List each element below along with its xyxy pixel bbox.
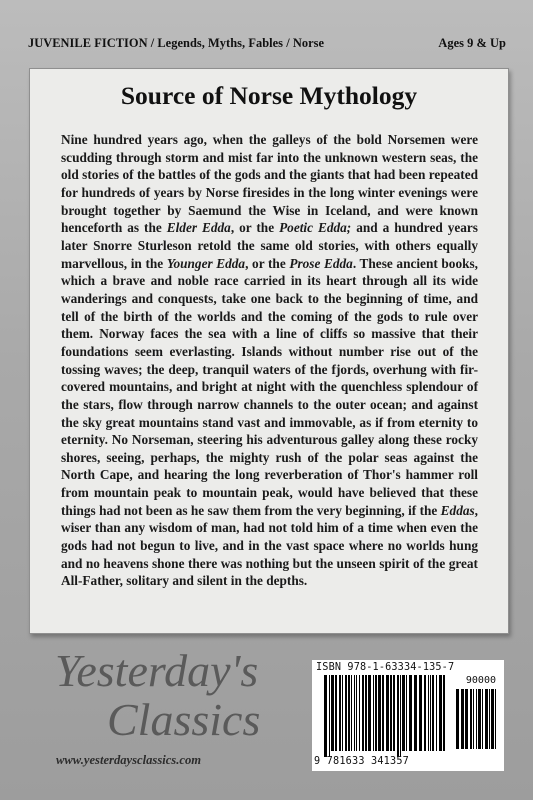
- body-italic-title: Poetic Edda;: [279, 220, 352, 236]
- barcode-bar: [414, 675, 417, 751]
- barcode-bar: [324, 675, 327, 757]
- logo-line-2: Classics: [107, 694, 261, 745]
- category-label: JUVENILE FICTION / Legends, Myths, Fables / Norse: [28, 36, 325, 50]
- barcode-bar: [409, 675, 412, 751]
- ean-barcode-bars: [324, 675, 448, 757]
- body-text-run: , or the: [245, 255, 290, 271]
- body-text-run: , wiser than any wisdom of man, had not told him of a time when even the gods had not begun to live, and in the vast space where no worlds hung and no heavens shone there was nothing but the unseen spirit of the great All-Father, solitary and silent in the depths.: [61, 502, 478, 589]
- barcode-bar: [390, 675, 392, 751]
- barcode-bar: [439, 675, 442, 751]
- barcode-bar: [406, 675, 407, 751]
- barcode-bar: [443, 675, 445, 751]
- category-line: [28, 36, 508, 51]
- barcode-bar: [342, 675, 343, 751]
- panel-title: Source of Norse Mythology: [120, 81, 418, 110]
- barcode-box: [312, 660, 504, 771]
- barcode-bar: [428, 675, 429, 751]
- barcode-bar: [373, 675, 374, 751]
- barcode-bar: [476, 689, 477, 749]
- body-italic-title: Prose Edda: [289, 255, 353, 271]
- barcode-bar: [430, 675, 431, 751]
- barcode-bar: [368, 675, 371, 751]
- body-text-run: . These ancient books, which a brave and noble race carried in its heart through all its wide wanderings and conquests, take one back to the beginning of time, and tell of the birth of the worlds and the coming of the gods to rule over them. Norway faces the sea with a line of cliffs so massive that their foundations seem everlasting. Islands without number rise out of the tossing waves; the deep, tranquil waters of the fjords, overhung with fir-covered mountains, and bright at night with the quenchless splendour of the stars, flow through narrow channels to the outer ocean; and against the sky great mountains stand vast and immovable, as if from eternity to eternity. No Norseman, steering his adventurous galley along these rocky shores, seeing, perhaps, the mighty rush of the polar seas against the North Cape, and hearing the long reverberation of Thor's hammer roll from mountain peak to mountain peak, would have believed that these things had not been as he saw them from the very beginning, if the: [61, 255, 478, 518]
- barcode-bar: [495, 689, 496, 749]
- barcode-bar: [482, 689, 483, 749]
- barcode-bar: [436, 675, 437, 751]
- barcode-bar: [335, 675, 337, 751]
- publisher-logo: [55, 645, 261, 745]
- body-italic-title: Younger Edda: [166, 255, 246, 271]
- barcode-bar: [382, 675, 384, 751]
- barcode-bar: [365, 675, 367, 751]
- barcode-digits: 9 781633 341357: [314, 756, 410, 767]
- barcode-bar: [378, 675, 381, 751]
- addon-barcode-bars: [456, 689, 498, 755]
- logo-line-1: Yesterday's: [55, 645, 259, 696]
- barcode-bar: [354, 675, 355, 751]
- barcode-bar: [393, 675, 395, 751]
- description-panel: [29, 68, 509, 634]
- barcode-bar: [348, 675, 350, 751]
- barcode-bar: [359, 675, 360, 751]
- barcode-bar: [400, 675, 401, 757]
- barcode-bar: [461, 689, 464, 749]
- barcode-bar: [485, 689, 488, 749]
- barcode-bar: [375, 675, 377, 751]
- barcode-bar: [432, 675, 434, 751]
- price-code: 90000: [465, 675, 496, 686]
- barcode-bar: [419, 675, 422, 751]
- body-italic-title: Eddas: [440, 502, 475, 518]
- barcode-bar: [489, 689, 490, 749]
- publisher-url: www.yesterdaysclassics.com: [56, 753, 202, 767]
- barcode-bar: [473, 689, 474, 749]
- barcode-bar: [478, 689, 481, 749]
- barcode-bar: [331, 675, 334, 751]
- barcode-bar: [470, 689, 472, 749]
- barcode-bar: [345, 675, 347, 751]
- barcode-bar: [386, 675, 389, 751]
- barcode-bar: [339, 675, 341, 751]
- barcode-bar: [362, 675, 364, 751]
- barcode-bar: [329, 675, 330, 757]
- barcode-bar: [351, 675, 352, 751]
- body-text-run: Nine hundred years ago, when the galleys of the bold Norsemen were scudding through storm and mist far into the unknown western seas, the old stories of the battles of the gods and the giants that had been repeated for hundreds of years by Norse firesides in the long winter evenings were brought together by Saemund the Wise in Iceland, and were known henceforth as the: [61, 132, 478, 236]
- barcode-bar: [356, 675, 357, 751]
- isbn-label: ISBN 978-1-63334-135-7: [316, 662, 455, 673]
- body-text-run: , or the: [230, 220, 280, 236]
- barcode-bar: [402, 675, 405, 751]
- panel-body-text: [61, 131, 478, 590]
- barcode-bar: [465, 689, 468, 749]
- barcode-bar: [424, 675, 426, 751]
- age-range: Ages 9 & Up: [438, 36, 506, 50]
- barcode-bar: [491, 689, 494, 749]
- body-text-run: and a hundred years later Snorre Sturleson retold the same old stories, with others equally marvellous, in the: [61, 220, 478, 271]
- barcode-bar: [397, 675, 399, 757]
- body-italic-title: Elder Edda: [166, 220, 231, 236]
- barcode-bar: [456, 689, 459, 749]
